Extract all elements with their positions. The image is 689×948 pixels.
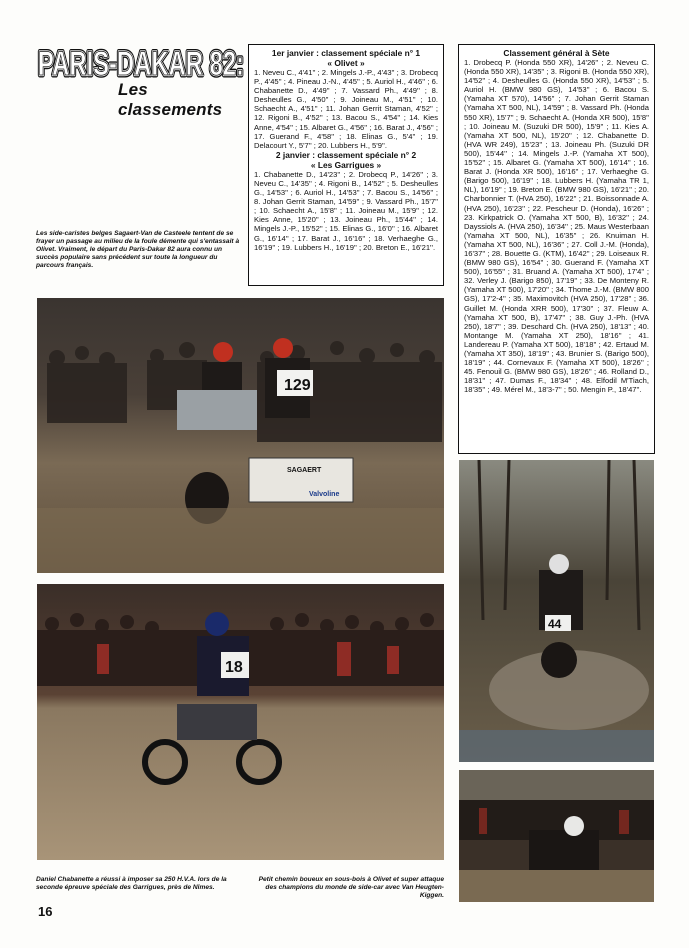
sponsor-sagaert: SAGAERT bbox=[287, 467, 322, 474]
photo-sidecar-crowd bbox=[37, 298, 444, 573]
race-number-129: 129 bbox=[284, 377, 311, 394]
stage1-place: « Olivet » bbox=[327, 58, 365, 68]
title-inner: PARIS-DAKAR 82: bbox=[38, 45, 244, 82]
stage2-heading: 2 janvier : classement spéciale n° 2 bbox=[275, 149, 417, 160]
stage2-results: 1. Chabanette D., 14'23'' ; 2. Drobecq P., 14'26'' ; 3. Neveu C., 14'35'' ; 4. Rigoni B., 14'52'' ; 5. Desheulles G., 14'53'' ; 6. Auriol H., 14'53'' ; 7. Bacou S., 14'56'' ; 8. Johan Gerrit Staman, 14'59'' ; 9. Vassard Ph., 15'7'' ; 10. Schaecht A., 15'8'' ; 11. Joineau M., 15'9'' ; 12. Kies Anne, 15'20'' ; 13. Joineau Ph., 15'44'' ; 14. Mingels J.-P., 15'52'' ; 15. Elinas G., 16'0'' ; 16. Albaret G., 16'14'' ; 17. Barat J., 16'16'' ; 18. Verhaeghe G., 16'19'' ; 19. Lubbers H., 16'19'' ; 20. Breton E., 16'21''. bbox=[254, 169, 438, 252]
page-number: 16 bbox=[38, 904, 53, 919]
page-title bbox=[36, 42, 246, 82]
race-number-18: 18 bbox=[225, 659, 243, 676]
title-line: PARIS-DAKAR 82: bbox=[38, 45, 244, 82]
caption-muddy: Petit chemin boueux en sous-bois à Olivet et super attaque des champions du monde de side-car avec Van Heugten-Kiggen. bbox=[258, 876, 444, 899]
general-heading: Classement général à Sète bbox=[503, 48, 610, 58]
photo-chabanette bbox=[37, 584, 444, 860]
general-results: 1. Drobecq P. (Honda 550 XR), 14'26'' ; 2. Neveu C. (Honda 550 XR), 14'35'' ; 3. Rigoni B. (Honda 550 XR), 14'52'' ; 4. Desheulles G. (Honda 550 XR), 14'53'' ; 5. Auriol H. (BMW 980 GS), 14'53'' ; 6. Bacou S. (Yamaha XT 570), 14'56'' ; 7. Johan Gerrit Staman (Yamaha XT 500, NL), 14'59'' ; 8. Vassard Ph. (Honda 550 XR), 15'7'' ; 9. Schaecht A. (Honda XR 500), 15'8'' ; 10. Joineau M. (Suzuki DR 500), 15'9'' ; 11. Kies A. (Yamaha XT 500, NL), 15'20'' ; 12. Chabanette D. (HVA WR 249), 15'23'' ; 13. Joineau Ph. (Suzuki DR 500), 15'44'' ; 14. Mingels J.-P. (Yamaha XT 500), 15'52'' ; 15. Albaret G. (Yamaha XT 500), 16'14'' ; 16. Barat J. (Honda XR 500), 16'16'' ; 17. Verhaeghe G. (Barigo 500), 16'19'' ; 18. Lubbers H. (Yamaha TR 1, NL), 16'19'' ; 19. Breton E. (BMW 980 GS), 16'21'' ; 20. Charbonnier T. (HVA 250), 16'22'' ; 21. Boissonnade A. (HVA 250), 16'23'' ; 22. Pescheur D. (Honda), 16'26'' ; 23. Kirkpatrick O. (Yamaha XT 500, B), 16'32'' ; 24. Dayssiols A. (HVA 250), 16'34'' ; 25. Maus Westerbaan (Yamaha XT 500, NL), 16'35'' ; 26. Knuiman H. (Yamaha XT 500, NL), 16'36'' ; 27. Coll J.-M. (Honda), 16'37'' ; 28. Bouette G. (KTM), 16'42'' ; 29. Loiseaux R. (BMW 980 GS), 16'54'' ; 30. Guerand F. (Yamaha XT 500), 16'55'' ; 31. Bruand A. (Yamaha XT 500), 17'4'' ; 32. Verley J. (Barigo 850), 17'19'' ; 33. De Monteny R. (Yamaha XT 500), 17'20'' ; 34. Thome J.-M. (BMW 800 GS), 17'2-4'' ; 35. Maximovitch (HVA 250), 17'28'' ; 36. Guillet M. (Honda XRR 500), 17'30'' ; 37. Fleuw A. (Yamaha XT 500, B), 17'47'' ; 38. Guy J.-Ph. (HVA 250), 18'7'' ; 39. Deschard Ch. (HVA 250), 18'13'' ; 40. Montange M. (Yamaha XT 250), 18'16'' ; 41. Landereau P. (Yamaha XT 500), 18'18'' ; 42. Ertaud M. (Yamaha XT 350), 18'19'' ; 43. Brunier S. (Barigo 500), 18'19'' ; 44. Cornevaux F. (Yamaha XT 500), 18'26'' ; 45. Fenouil G. (BMW 980 GS), 18'26'' ; 46. Rolland D., 18'31'' ; 47. Dumas F., 18'34'' ; 48. Elfodil M'Tiach, 18'35'' ; 49. Mérel M., 18'3-7'' ; 50. Mengin P., 18'47''. bbox=[464, 58, 650, 395]
race-number-44: 44 bbox=[548, 617, 562, 631]
page-subtitle: Les classements bbox=[118, 80, 223, 119]
caption-sidecar: Les side-caristes belges Sagaert-Van de Casteele tentent de se frayer un passage au milieu de la foule démente qui s'entassait à Olivet. Vraiment, le départ du Paris-Dakar 82 aura connu un succès populaire sans précédent sur toute la longueur du parcours français. bbox=[36, 230, 240, 269]
stage2-place: « Les Garrigues » bbox=[310, 159, 382, 170]
title-outline: PARIS-DAKAR 82: bbox=[38, 45, 244, 82]
stage1-heading: 1er janvier : classement spéciale n° 1 bbox=[271, 48, 421, 58]
caption-chabanette: Daniel Chabanette a réussi à imposer sa 250 H.V.A. lors de la seconde épreuve spéciale des Garrigues, près de Nîmes. bbox=[36, 876, 227, 891]
stage-results-box bbox=[248, 44, 444, 286]
stage1-results: 1. Neveu C., 4'41'' ; 2. Mingels J.-P., 4'43'' ; 3. Drobecq P., 4'45'' ; 4. Pineau J.-N., 4'45'' ; 5. Auriol H., 4'46'' ; 6. Chabanette D., 4'49'' ; 7. Vassard Ph., 4'49'' ; 8. Desheulles G., 4'50'' ; 9. Joineau M., 4'51'' ; 10. Schaecht A., 4'51'' ; 11. Johan Gerrit Staman, 4'52'' ; 12. Rigoni B., 4'52'' ; 13. Bacou S., 4'54'' ; 14. Kies Anne, 4'54'' ; 15. Albaret G., 4'56'' ; 16. Barat J., 4'56'' ; 17. Guerand F., 4'58'' ; 18. Elinas G., 5'4'' ; 19. Delacourt Y., 5'7'' ; 20. Lubbers H., 5'9''. bbox=[254, 68, 438, 150]
photo-muddy-forest bbox=[459, 460, 654, 762]
photo-sidecar-forest bbox=[459, 770, 654, 902]
sponsor-valvoline: Valvoline bbox=[309, 491, 340, 498]
general-ranking-box bbox=[458, 44, 655, 454]
